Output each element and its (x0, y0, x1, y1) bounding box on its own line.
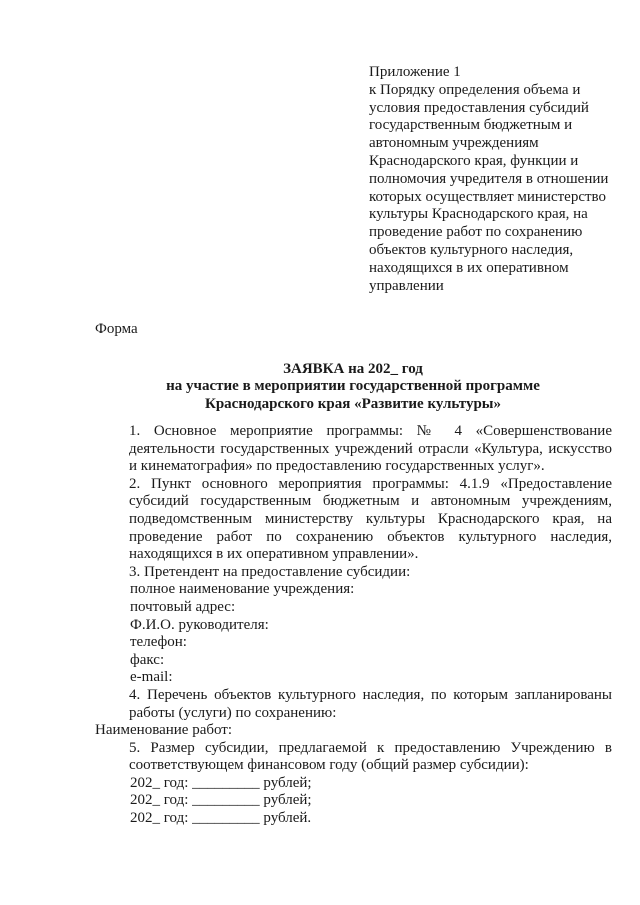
applicant-field-phone: телефон: (130, 634, 187, 651)
appendix-line: государственным бюджетным и (369, 117, 573, 134)
item-3-applicant-title: 3. Претендент на предоставление субсидии: (129, 563, 411, 580)
appendix-block (369, 64, 619, 295)
heading-subtitle: на участие в мероприятии государственной программе (166, 378, 540, 395)
applicant-field-fax: факс: (130, 651, 165, 668)
appendix-line: находящихся в их оперативном (369, 259, 569, 276)
applicant-field-postal-address: почтовый адрес: (130, 598, 236, 615)
form-body (95, 423, 612, 828)
appendix-line: проведение работ по сохранению (369, 224, 583, 241)
item-4-heritage-objects: 4. Перечень объектов культурного наследия, по которым запланированы работы (услуги) по сохранению: (129, 686, 612, 721)
heading-program-name: Краснодарского края «Развитие культуры» (204, 395, 502, 412)
appendix-line: которых осуществляет министерство (369, 188, 607, 205)
applicant-field-full-name: полное наименование учреждения: (130, 581, 355, 598)
applicant-field-director: Ф.И.О. руководителя: (130, 616, 269, 633)
appendix-line: объектов культурного наследия, (369, 241, 574, 258)
appendix-line: полномочия учредителя в отношении (369, 170, 609, 187)
subsidy-year-line: 202_ год: _________ рублей; (130, 774, 312, 791)
heading-title: ЗАЯВКА на 202_ год (283, 361, 423, 377)
appendix-line: управлении (369, 277, 444, 294)
subsidy-year-line: 202_ год: _________ рублей; (130, 792, 312, 809)
subsidy-year-line: 202_ год: _________ рублей. (130, 810, 312, 827)
document-heading (95, 361, 611, 413)
appendix-line: условия предоставления субсидий (369, 99, 589, 116)
appendix-line: автономным учреждениям (369, 135, 539, 152)
item-4-works-name: Наименование работ: (95, 722, 233, 739)
appendix-line: Приложение 1 (369, 64, 461, 80)
item-2-program-point: 2. Пункт основного мероприятия программы: 4.1.9 «Предоставление субсидий государственным бюджетным и автономным учреждениям, подведомственным министерству культуры Краснодарского края, на проведение работ по сохранению объектов культурного наследия, находящихся в их оперативном управлении». (129, 475, 612, 563)
form-label: Форма (95, 321, 138, 337)
appendix-line: культуры Краснодарского края, на (369, 206, 588, 223)
appendix-line: Краснодарского края, функции и (369, 152, 579, 169)
appendix-line: к Порядку определения объема и (369, 81, 581, 98)
item-5-subsidy-size: 5. Размер субсидии, предлагаемой к предоставлению Учреждению в соответствующем финансовом году (общий размер субсидии): (129, 739, 612, 774)
item-1-main-activity: 1. Основное мероприятие программы: № 4 «Совершенствование деятельности государственных учреждений отрасли «Культура, искусство и кинематография» по предоставлению государственных услуг». (129, 423, 612, 475)
applicant-field-email: e-mail: (130, 669, 173, 686)
